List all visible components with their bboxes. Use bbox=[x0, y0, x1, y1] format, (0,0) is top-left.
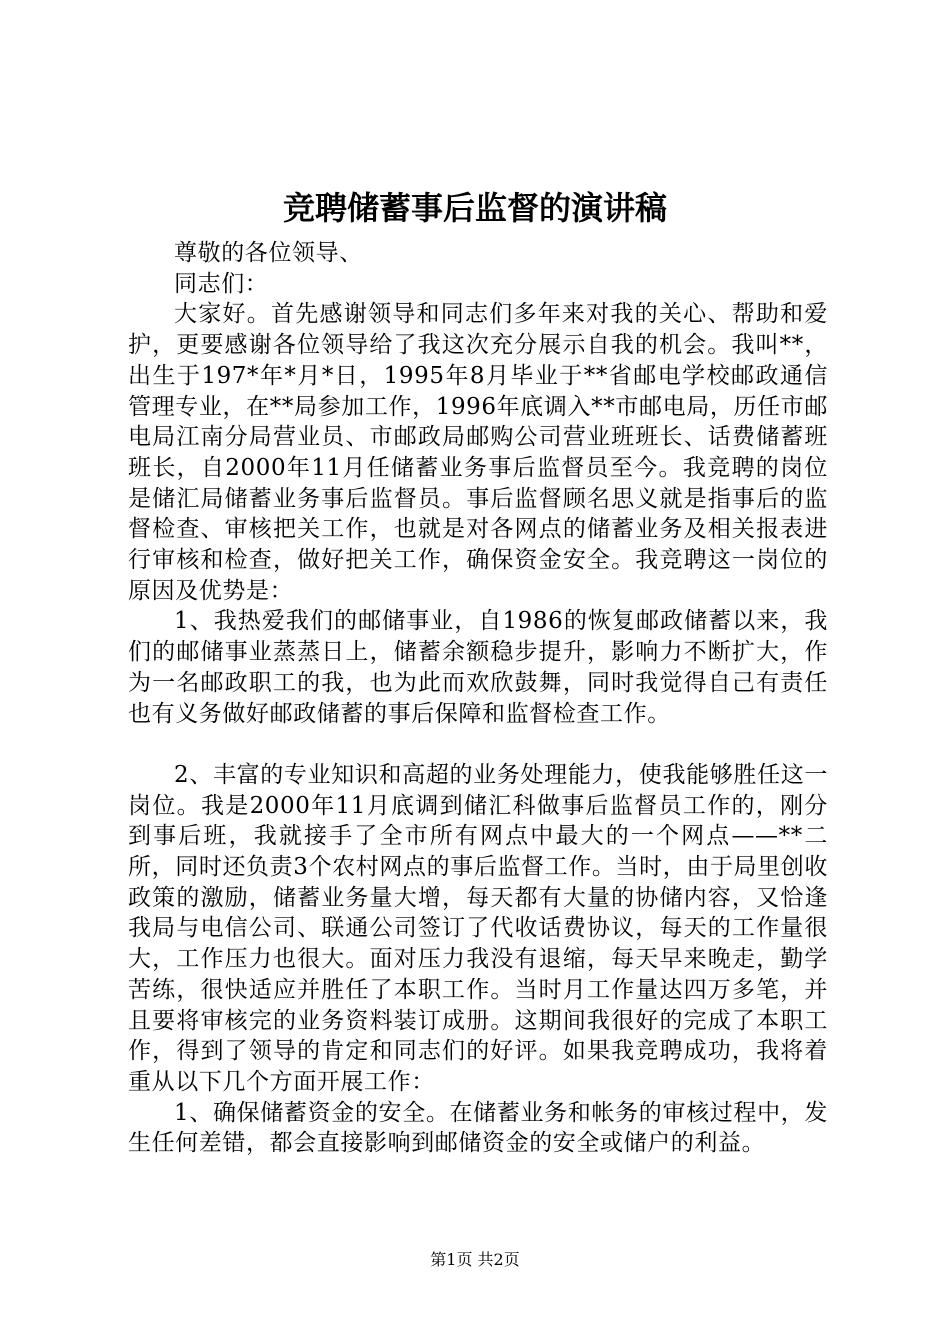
paragraph-reason-1: 1、我热爱我们的邮储事业，自1986的恢复邮政储蓄以来，我们的邮储事业蒸蒸日上，储蓄余额稳步提升，影响力不断扩大，作为一名邮政职工的我，也为此而欢欣鼓舞，同时我觉得自己有责任也有义务做好邮政储蓄的事后保障和监督检查工作。 bbox=[128, 608, 828, 727]
paragraph-reason-2: 2、丰富的专业知识和高超的业务处理能力，使我能够胜任这一岗位。我是2000年11月底调到储汇科做事后监督员工作的，刚分到事后班，我就接手了全市所有网点中最大的一个网点——**二所，同时还负责3个农村网点的事后监督工作。当时，由于局里创收政策的激励，储蓄业务量大增，每天都有大量的协储内容，又恰逢我局与电信公司、联通公司签订了代收话费协议，每天的工作量很大，工作压力也很大。面对压力我没有退缩，每天早来晚走，勤学苦练，很快适应并胜任了本职工作。当时月工作量达四万多笔，并且要将审核完的业务资料装订成册。这期间我很好的完成了本职工作，得到了领导的肯定和同志们的好评。如果我竞聘成功，我将着重从以下几个方面开展工作： bbox=[128, 761, 828, 1095]
paragraph-spacer bbox=[128, 729, 828, 760]
salutation-line-1: 尊敬的各位领导、 bbox=[174, 240, 363, 266]
paragraph-plan-1: 1、确保储蓄资金的安全。在储蓄业务和帐务的审核过程中，发生任何差错，都会直接影响到邮储资金的安全或储户的利益。 bbox=[128, 1099, 828, 1157]
paragraph-intro: 大家好。首先感谢领导和同志们多年来对我的关心、帮助和爱护，更要感谢各位领导给了我这次充分展示自我的机会。我叫**，出生于197*年*月*日，1995年8月毕业于**省邮电学校邮政通信管理专业，在**局参加工作，1996年底调入**市邮电局，历任市邮电局江南分局营业员、市邮政局邮购公司营业班班长、话费储蓄班班长，自2000年11月任储蓄业务事后监督员至今。我竞聘的岗位是储汇局储蓄业务事后监督员。事后监督顾名思义就是指事后的监督检查、审核把关工作，也就是对各网点的储蓄业务及相关报表进行审核和检查，做好把关工作，确保资金安全。我竞聘这一岗位的原因及优势是： bbox=[128, 301, 828, 604]
salutation-line-2: 同志们： bbox=[174, 270, 269, 297]
document-title: 竞聘储蓄事后监督的演讲稿 bbox=[282, 189, 667, 227]
document-body bbox=[128, 238, 828, 1159]
page-footer: 第1页 共2页 bbox=[430, 1250, 520, 1269]
